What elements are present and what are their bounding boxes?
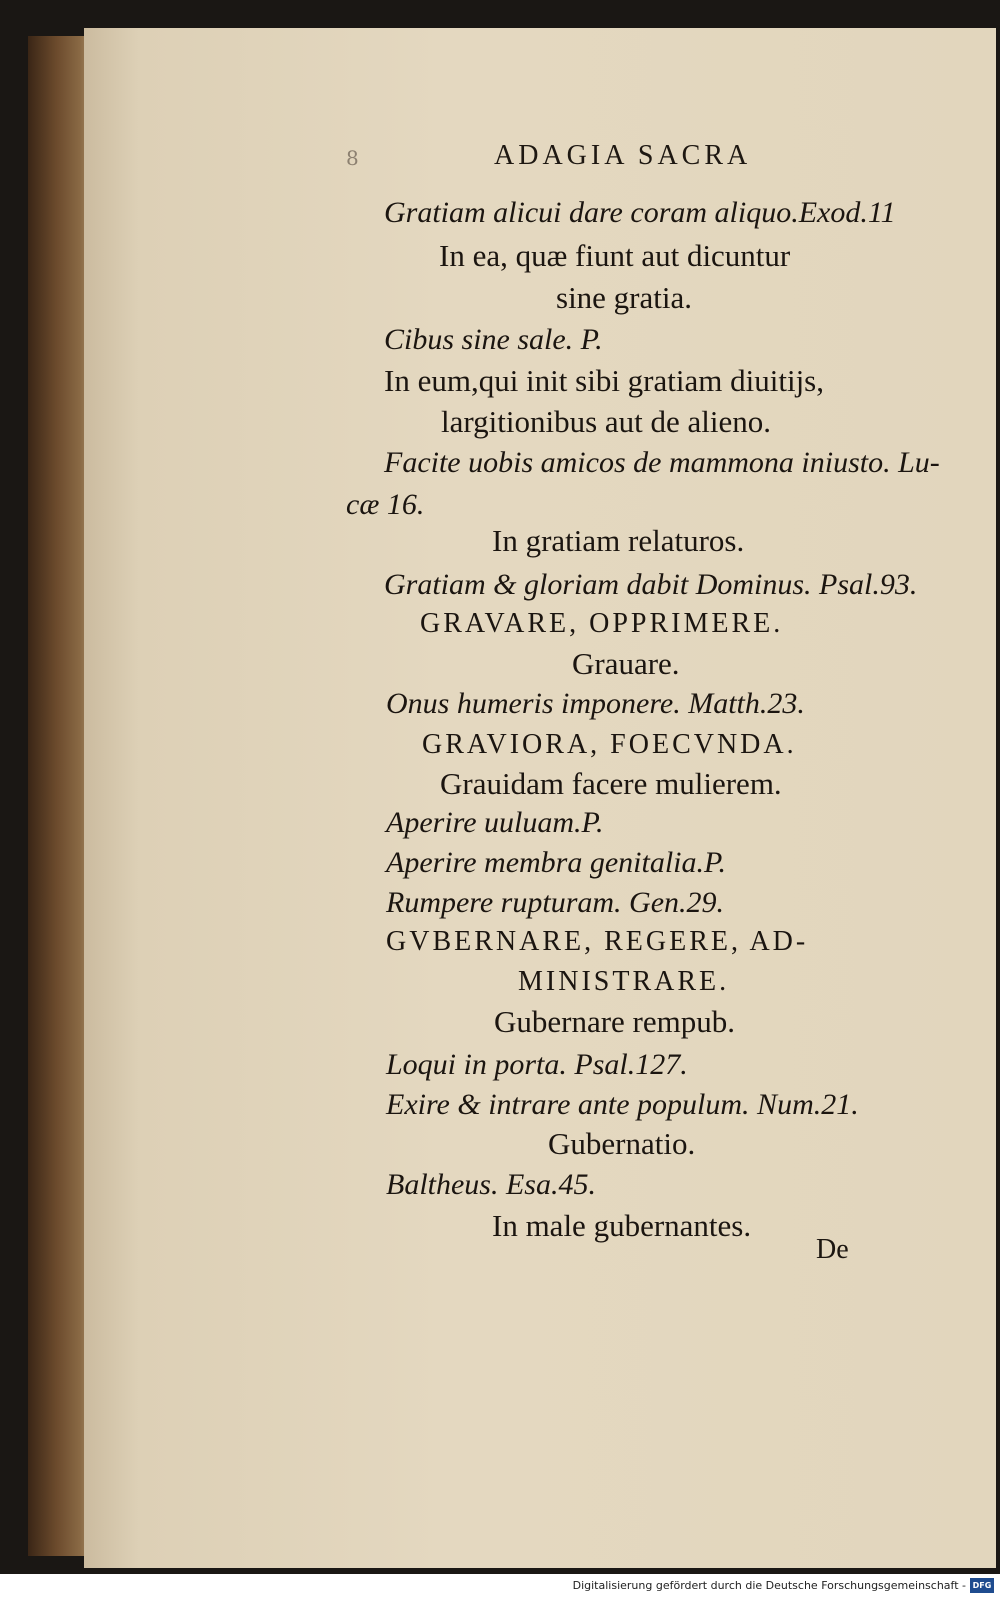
text-line: In male gubernantes. <box>492 1208 752 1243</box>
text-line: Gubernatio. <box>548 1126 696 1161</box>
text-line: In gratiam relaturos. <box>492 523 745 558</box>
text-line: Rumpere rupturam. Gen.29. <box>386 886 725 919</box>
text-line: Loqui in porta. Psal.127. <box>386 1048 688 1081</box>
text-line: Grauidam facere mulierem. <box>440 766 782 801</box>
text-line: Gratiam alicui dare coram aliquo.Exod.11 <box>384 196 896 229</box>
text-line: Gubernare rempub. <box>494 1004 736 1039</box>
text-line: Baltheus. Esa.45. <box>386 1168 596 1201</box>
text-line: In eum,qui init sibi gratiam diuitijs, <box>384 363 824 398</box>
text-line: sine gratia. <box>556 280 693 315</box>
footer-credit: Digitalisierung gefördert durch die Deutsche Forschungsgemeinschaft - <box>572 1579 966 1592</box>
section-heading: GRAVIORA, FOECVNDA. <box>422 729 797 760</box>
footer-bar <box>0 1574 1000 1601</box>
page-number: 8 <box>346 146 359 170</box>
text-line: Onus humeris imponere. Matth.23. <box>386 687 805 720</box>
text-line: Exire & intrare ante populum. Num.21. <box>386 1088 859 1121</box>
section-heading: GRAVARE, OPPRIMERE. <box>420 608 784 639</box>
text-line: cæ 16. <box>346 488 425 521</box>
section-heading: GVBERNARE, REGERE, AD- <box>386 926 809 957</box>
dfg-logo: DFG <box>970 1578 994 1593</box>
book-page <box>84 28 996 1568</box>
text-line: Gratiam & gloriam dabit Dominus. Psal.93. <box>384 568 918 601</box>
catchword: De <box>816 1234 849 1265</box>
text-line: Grauare. <box>572 646 680 681</box>
text-line: Cibus sine sale. P. <box>384 323 603 356</box>
text-line: Facite uobis amicos de mammona iniusto. Lu- <box>384 446 940 479</box>
text-line: In ea, quæ fiunt aut dicuntur <box>439 238 791 273</box>
section-heading: MINISTRARE. <box>518 966 730 997</box>
text-line: Aperire membra genitalia.P. <box>386 846 726 879</box>
text-line: largitionibus aut de alieno. <box>441 404 772 439</box>
text-line: Aperire uuluam.P. <box>386 806 604 839</box>
running-head: ADAGIA SACRA <box>494 140 752 171</box>
